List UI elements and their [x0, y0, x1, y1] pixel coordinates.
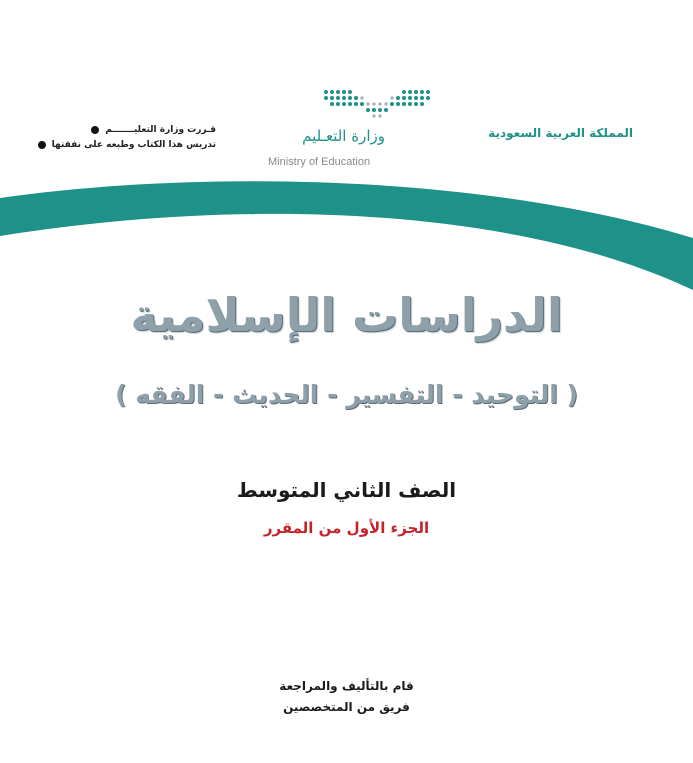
ministry-name-english: Ministry of Education	[268, 156, 371, 168]
approval-line-2: تدريس هذا الكتاب وطبعه على نفقتها	[51, 139, 216, 150]
course-part: الجزء الأول من المقرر	[263, 519, 430, 537]
ministry-logo-icon	[322, 86, 434, 120]
credit-line-2: فريق من المتخصصين	[283, 700, 410, 714]
credits	[0, 676, 693, 718]
ministry-name-arabic: وزارة التعـليم	[302, 127, 385, 145]
bullet-icon	[38, 141, 46, 149]
approval-notice	[20, 122, 216, 152]
country-name: المملكة العربية السعودية	[488, 126, 633, 140]
approval-line-1: قـررت وزارة التعليـــــــم	[105, 124, 216, 135]
credit-line-1: قام بالتأليف والمراجعة	[279, 679, 414, 693]
book-subtitle: ( التوحيد - التفسير - الحديث - الفقه )	[115, 380, 578, 409]
book-title: الدراسات الإسلامية	[130, 288, 563, 342]
grade-level: الصف الثاني المتوسط	[236, 478, 457, 502]
bullet-icon	[91, 126, 99, 134]
